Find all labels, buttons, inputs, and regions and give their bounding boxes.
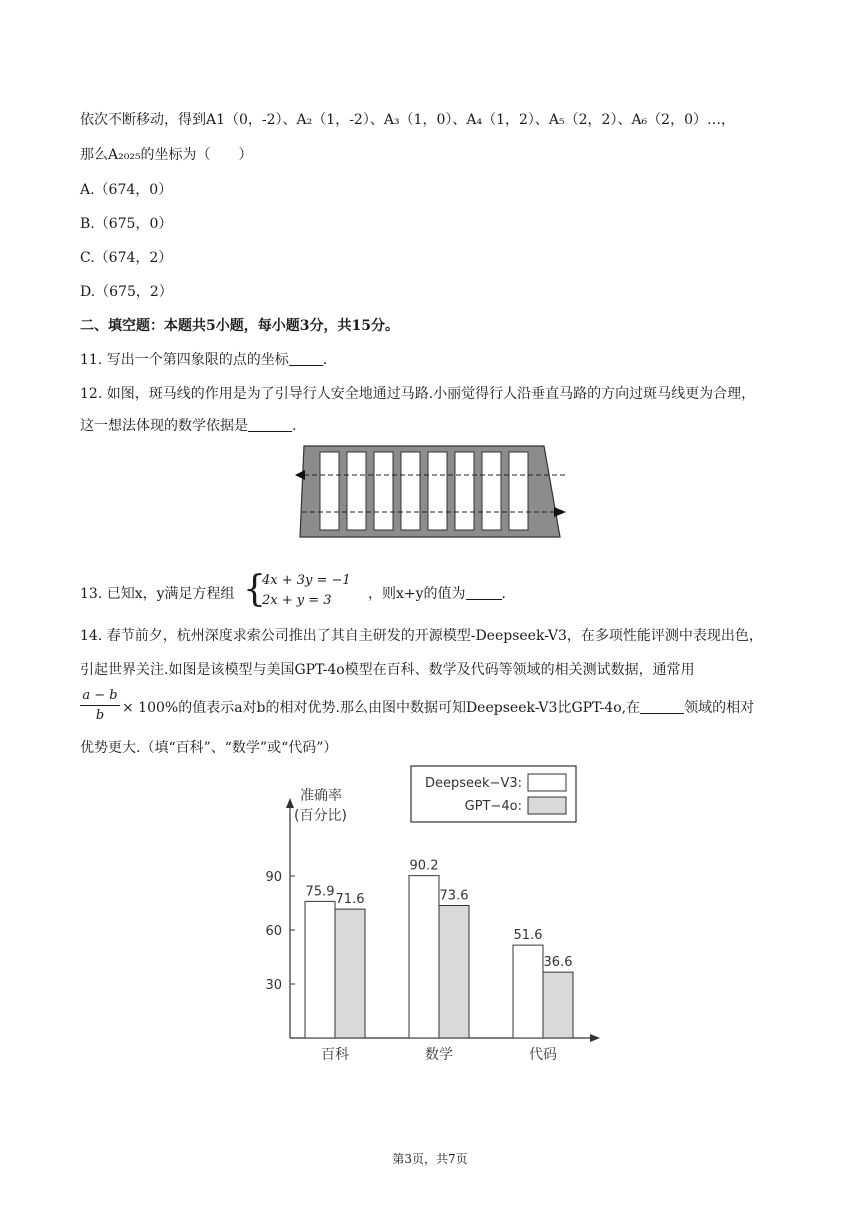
q14-line3b: 领域的相对 bbox=[684, 700, 755, 716]
bar-value-label: 73.6 bbox=[439, 888, 469, 904]
bar-value-label: 51.6 bbox=[513, 928, 543, 944]
y-axis-label: 准确率 bbox=[300, 788, 342, 804]
y-axis-label-unit: (百分比) bbox=[294, 808, 347, 824]
legend-swatch bbox=[528, 797, 566, 814]
q13-equation-1: 4x + 3y = −1 bbox=[262, 573, 351, 588]
q14-line2: 引起世界关注.如图是该模型与美国GPT-4o模型在百科、数学及代码等领域的相关测试数据，通常用 bbox=[80, 662, 695, 678]
legend-swatch bbox=[528, 774, 566, 791]
x-tick-label: 代码 bbox=[529, 1047, 557, 1063]
q13-end: . bbox=[501, 586, 506, 602]
q14-line4: 优势更大.（填“百科”、“数学”或“代码”） bbox=[80, 740, 338, 756]
bar bbox=[543, 972, 573, 1038]
y-tick-label: 60 bbox=[265, 924, 282, 939]
q13-equation-2: 2x + y = 3 bbox=[262, 593, 332, 608]
bar-value-label: 71.6 bbox=[335, 892, 365, 908]
bar bbox=[513, 945, 543, 1038]
bar bbox=[439, 906, 469, 1038]
q11-text: 11. 写出一个第四象限的点的坐标 bbox=[80, 352, 289, 368]
page-footer: 第3页，共7页 bbox=[392, 1152, 468, 1166]
x-tick-label: 数学 bbox=[425, 1047, 453, 1063]
y-axis-arrow-icon bbox=[286, 798, 294, 808]
q10-option-c: C.（674，2） bbox=[80, 250, 173, 266]
q12-end: . bbox=[292, 418, 297, 434]
fraction-numerator: a − b bbox=[80, 688, 120, 706]
q12-text: 这一想法体现的数学依据是 bbox=[80, 418, 248, 434]
q14-line3a: × 100%的值表示a对b的相对优势.那么由图中数据可知Deepseek-V3比GPT-4o,在 bbox=[122, 700, 641, 716]
legend-label: GPT−4o: bbox=[464, 799, 522, 814]
y-tick-label: 90 bbox=[265, 870, 282, 885]
q10-line1: 依次不断移动，得到A1（0，-2）、A₂（1，-2）、A₃（1，0）、A₄（1，2）、A₅（2，2）、A₆（2，0）…， bbox=[80, 112, 735, 128]
x-tick-label: 百科 bbox=[321, 1047, 349, 1063]
y-tick-label: 30 bbox=[265, 978, 282, 993]
fraction-denominator: b bbox=[95, 708, 105, 723]
q12-line1: 12. 如图，斑马线的作用是为了引导行人安全地通过马路.小丽觉得行人沿垂直马路的方向过斑马线更为合理， bbox=[80, 386, 756, 402]
bar-value-label: 75.9 bbox=[305, 884, 335, 900]
legend-label: Deepseek−V3: bbox=[425, 776, 522, 791]
q10-line2: 那么A₂₀₂₅的坐标为（ ） bbox=[80, 147, 253, 163]
q14-line1: 14. 春节前夕，杭州深度求索公司推出了其自主研发的开源模型-Deepseek-V3，在多项性能评测中表现出色， bbox=[80, 628, 763, 644]
q13-prefix: 13. 已知x，y满足方程组 bbox=[80, 586, 235, 602]
bar bbox=[409, 876, 439, 1038]
q10-option-a: A.（674，0） bbox=[80, 182, 173, 198]
section-heading: 二、填空题：本题共5小题，每小题3分，共15分。 bbox=[80, 318, 399, 334]
q11-end: . bbox=[322, 352, 328, 368]
bar bbox=[305, 901, 335, 1038]
q13-brace: { bbox=[243, 569, 266, 610]
bar-value-label: 90.2 bbox=[409, 858, 439, 874]
bar-value-label: 36.6 bbox=[543, 955, 573, 971]
bar bbox=[335, 909, 365, 1038]
q10-option-d: D.（675，2） bbox=[80, 284, 173, 300]
x-axis-arrow-icon bbox=[590, 1034, 600, 1042]
q13-suffix: ，则x+y的值为 bbox=[368, 586, 466, 602]
q10-option-b: B.（675，0） bbox=[80, 216, 173, 232]
